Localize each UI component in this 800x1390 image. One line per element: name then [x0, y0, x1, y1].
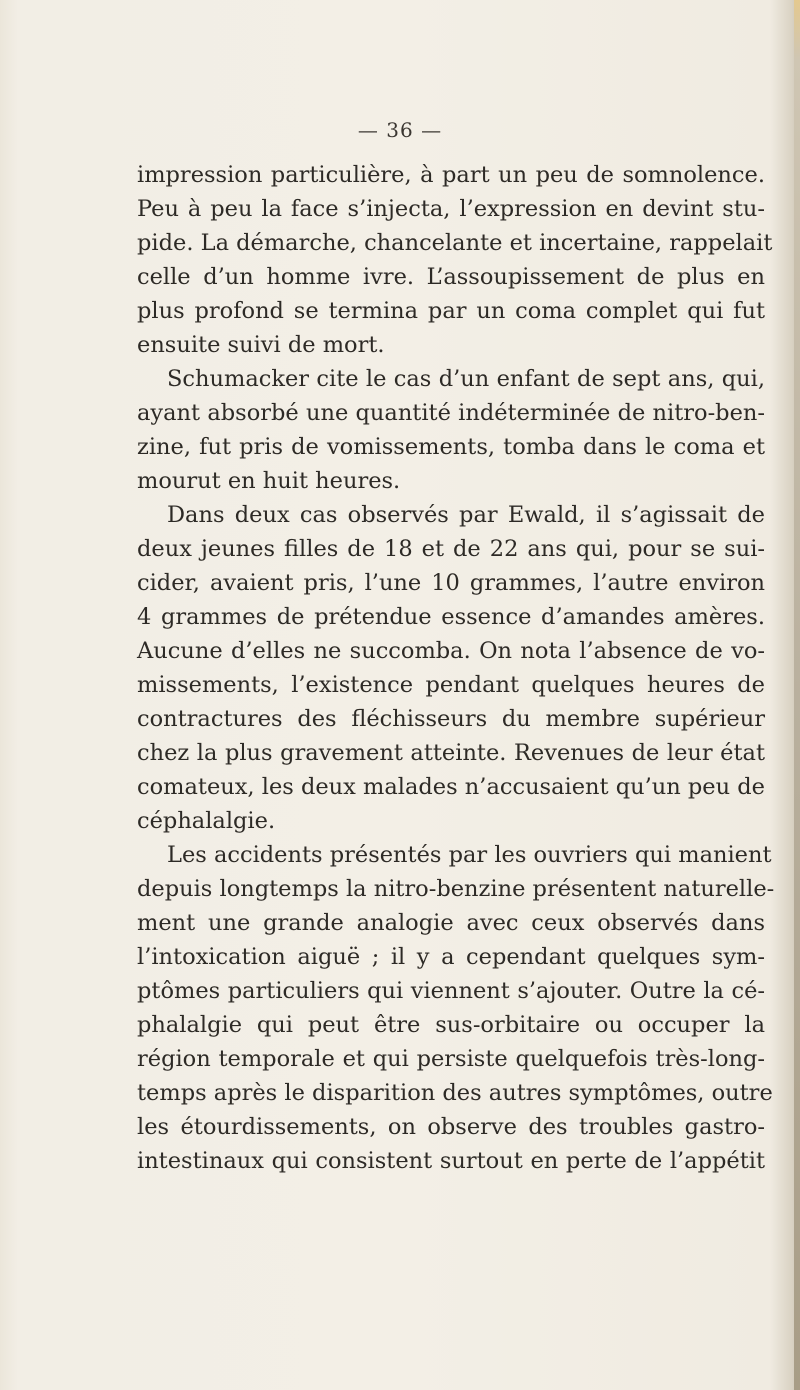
text-line: cider, avaient pris, l’une 10 grammes, l’autre environ [137, 570, 765, 596]
text-line: région temporale et qui persiste quelquefois très-long- [137, 1046, 765, 1072]
body-text [137, 158, 775, 1178]
text-line: comateux, les deux malades n’accusaient qu’un peu de [137, 774, 765, 800]
text-line: Schumacker cite le cas d’un enfant de sept ans, qui, [167, 366, 765, 392]
text-line: les étourdissements, on observe des troubles gastro- [137, 1114, 765, 1140]
text-line: plus profond se termina par un coma complet qui fut [137, 298, 765, 324]
page-number: — 36 — [357, 118, 443, 142]
text-line: celle d’un homme ivre. L’assoupissement de plus en [137, 264, 765, 290]
text-line: 4 grammes de prétendue essence d’amandes amères. [137, 604, 765, 630]
text-line: chez la plus gravement atteinte. Revenues de leur état [137, 740, 765, 766]
text-line: ptômes particuliers qui viennent s’ajouter. Outre la cé- [137, 978, 765, 1004]
text-line: ment une grande analogie avec ceux observés dans [137, 910, 765, 936]
text-line: Aucune d’elles ne succomba. On nota l’absence de vo- [137, 638, 765, 664]
text-line: temps après le disparition des autres symptômes, outre [137, 1080, 773, 1106]
text-line: depuis longtemps la nitro-benzine présentent naturelle- [137, 876, 775, 902]
text-line: mourut en huit heures. [137, 468, 401, 494]
text-line: Les accidents présentés par les ouvriers qui manient [167, 842, 772, 868]
text-line: contractures des fléchisseurs du membre supérieur [137, 706, 765, 732]
page-edge-shadow [794, 0, 800, 1390]
text-line: Dans deux cas observés par Ewald, il s’agissait de [167, 502, 765, 528]
text-line: missements, l’existence pendant quelques heures de [137, 672, 765, 698]
text-line: ensuite suivi de mort. [137, 332, 385, 358]
text-line: céphalalgie. [137, 808, 276, 834]
text-line: intestinaux qui consistent surtout en perte de l’appétit [137, 1148, 765, 1174]
text-line: ayant absorbé une quantité indéterminée de nitro-ben- [137, 400, 765, 426]
text-line: pide. La démarche, chancelante et incertaine, rappelait [137, 230, 773, 256]
text-line: deux jeunes filles de 18 et de 22 ans qui, pour se sui- [137, 536, 765, 562]
text-line: l’intoxication aiguë ; il y a cependant quelques sym- [137, 944, 765, 970]
text-line: impression particulière, à part un peu de somnolence. [137, 162, 765, 188]
text-line: phalalgie qui peut être sus-orbitaire ou occuper la [137, 1012, 765, 1038]
text-line: Peu à peu la face s’injecta, l’expression en devint stu- [137, 196, 765, 222]
text-line: zine, fut pris de vomissements, tomba dans le coma et [137, 434, 765, 460]
